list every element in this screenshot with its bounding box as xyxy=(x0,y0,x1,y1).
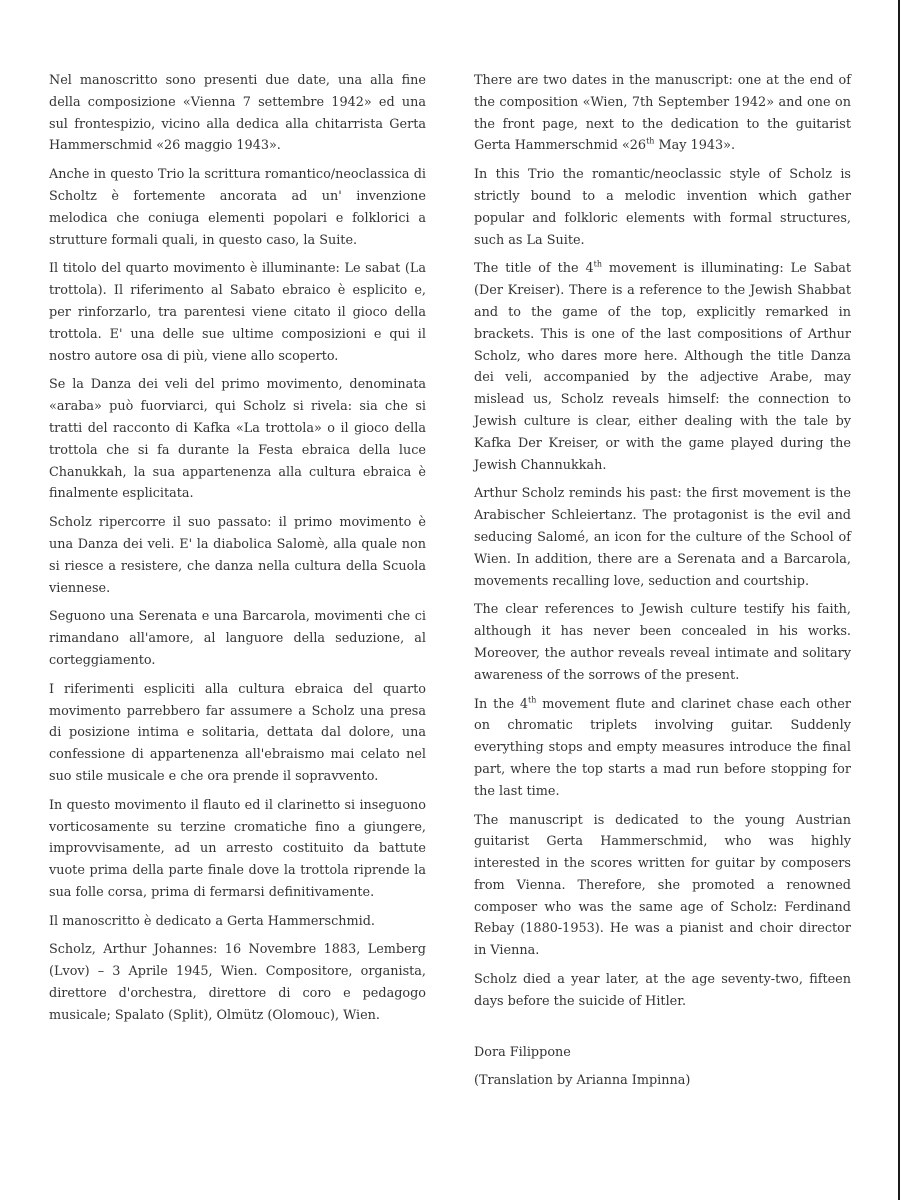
italian-paragraph-8: In questo movimento il flauto ed il clarinetto si inseguono vorticosamente su terzine cromatiche fino a giungere, improvvisamente, ad un arresto costituito da battute vuote prima della parte finale dove la trottola riprende la sua folle corsa, prima di fermarsi definitivamente. xyxy=(49,797,426,900)
english-paragraph-1: There are two dates in the manuscript: one at the end of the composition «Wien, 7th September 1942» and one on the front page, next to the dedication to the guitarist Gerta Hammerschmid «26th May 1943». xyxy=(474,73,851,154)
italian-paragraph-6: Seguono una Serenata e una Barcarola, movimenti che ci rimandano all'amore, al languore della seduzione, al corteggiamento. xyxy=(49,609,426,668)
italian-column xyxy=(49,70,426,1034)
italian-paragraph-7: I riferimenti espliciti alla cultura ebraica del quarto movimento parrebbero far assumere a Scholz una presa di posizione intima e solitaria, dettata dal dolore, una confessione di appartenenza all'ebraismo mai celato nel suo stile musicale e che ora prende il sopravvento. xyxy=(49,681,426,784)
italian-paragraph-5: Scholz ripercorre il suo passato: il primo movimento è una Danza dei veli. E' la diabolica Salomè, alla quale non si riesce a resistere, che danza nella cultura della Scuola viennese. xyxy=(49,515,426,596)
english-paragraph-2: In this Trio the romantic/neoclassic style of Scholz is strictly bound to a melodic invention which gather popular and folkloric elements with formal structures, such as La Suite. xyxy=(474,167,851,248)
english-paragraph-3: The title of the 4th movement is illuminating: Le Sabat (Der Kreiser). There is a reference to the Jewish Shabbat and to the game of the top, explicitly remarked in brackets. This is one of the last compositions of Arthur Scholz, who dares more here. Although the title Danza dei veli, accompanied by the adjective Arabe, may mislead us, Scholz reveals himself: the connection to Jewish culture is clear, either dealing with the tale by Kafka Der Kreiser, or with the game played during the Jewish Channukkah. xyxy=(474,260,851,473)
english-paragraph-7: The manuscript is dedicated to the young Austrian guitarist Gerta Hammerschmid, who was highly interested in the scores written for guitar by composers from Vienna. Therefore, she promoted a renowned composer who was the same age of Scholz: Ferdinand Rebay (1880-1953). He was a pianist and choir director in Vienna. xyxy=(474,812,851,959)
author-signature: Dora Filippone xyxy=(474,1044,571,1060)
english-paragraph-8: Scholz died a year later, at the age seventy-two, fifteen days before the suicide of Hitler. xyxy=(474,972,851,1009)
italian-paragraph-10: Scholz, Arthur Johannes: 16 Novembre 1883, Lemberg (Lvov) – 3 Aprile 1945, Wien. Compositore, organista, direttore d'orchestra, direttore di coro e pedagogo musicale; Spalato (Split), Olmütz (Olomouc), Wien. xyxy=(49,942,426,1023)
english-column xyxy=(474,70,851,1099)
translation-credit: (Translation by Arianna Impinna) xyxy=(474,1073,691,1089)
italian-paragraph-9: Il manoscritto è dedicato a Gerta Hammerschmid. xyxy=(49,913,375,929)
italian-paragraph-4: Se la Danza dei veli del primo movimento, denominata «araba» può fuorviarci, qui Scholz si rivela: sia che si tratti del racconto di Kafka «La trottola» o il gioco della trottola che si fa durante la Festa ebraica della luce Chanukkah, la sua appartenenza alla cultura ebraica è finalmente esplicitata. xyxy=(49,377,426,502)
english-paragraph-4: Arthur Scholz reminds his past: the first movement is the Arabischer Schleiertanz. The protagonist is the evil and seducing Salomé, an icon for the culture of the School of Wien. In addition, there are a Serenata and a Barcarola, movements recalling love, seduction and courtship. xyxy=(474,486,851,589)
italian-paragraph-3: Il titolo del quarto movimento è illuminante: Le sabat (La trottola). Il riferimento al Sabato ebraico è esplicito e, per rinforzarlo, tra parentesi viene citato il gioco della trottola. E' una delle sue ultime composizioni e qui il nostro autore osa di più, viene allo scoperto. xyxy=(49,261,426,364)
english-paragraph-5: The clear references to Jewish culture testify his faith, although it has never been concealed in his works. Moreover, the author reveals reveal intimate and solitary awareness of the sorrows of the present. xyxy=(474,602,851,683)
italian-paragraph-2: Anche in questo Trio la scrittura romantico/neoclassica di Scholtz è fortemente ancorata ad un' invenzione melodica che coniuga elementi popolari e folklorici a strutture formali quali, in questo caso, la Suite. xyxy=(49,167,426,248)
english-paragraph-6: In the 4th movement flute and clarinet chase each other on chromatic triplets involving guitar. Suddenly everything stops and empty measures introduce the final part, where the top starts a mad run before stopping for the last time. xyxy=(474,695,851,799)
italian-paragraph-1: Nel manoscritto sono presenti due date, una alla fine della composizione «Vienna 7 settembre 1942» ed una sul frontespizio, vicino alla dedica alla chitarrista Gerta Hammerschmid «26 maggio 1943». xyxy=(49,73,426,154)
